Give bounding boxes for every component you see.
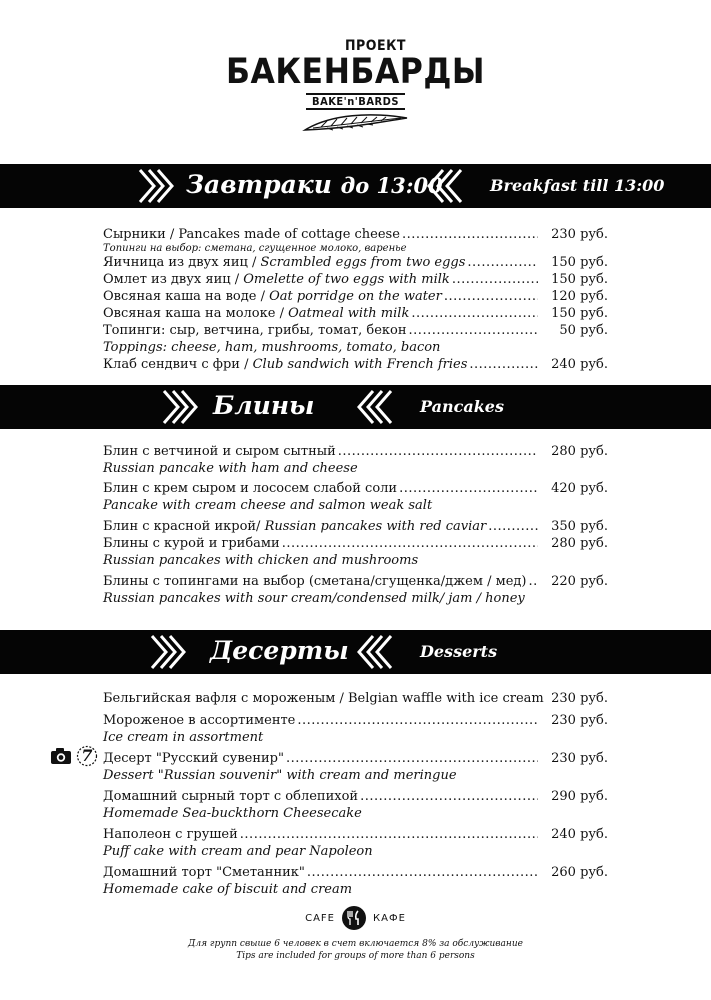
item-desc: Homemade Sea-buckthorn Cheesecake (103, 806, 362, 821)
item-desc: Toppings: cheese, ham, mushrooms, tomato, bacon (103, 340, 441, 355)
item-price: 150 руб. (551, 306, 608, 321)
chevrons-left-icon (427, 168, 463, 204)
chevrons-right-icon (150, 634, 186, 670)
menu-item: Овсяная каша на молоке / Oatmeal with milk ..... 150 руб. (103, 305, 608, 322)
section-title-ru: Блины (213, 391, 315, 420)
menu-item: Блин с красной икрой/ Russian pancakes with red caviar ..... 350 руб. (103, 518, 608, 535)
menu-item: Клаб сендвич с фри / Club sandwich with French fries ..... 240 руб. (103, 356, 608, 373)
number-badge-icon (76, 745, 98, 767)
section-title-en: Breakfast till 13:00 (490, 176, 665, 195)
menu-item: Овсяная каша на воде / Oat porridge on the water ..... 120 руб. (103, 288, 608, 305)
item-price: 120 руб. (551, 289, 608, 304)
item-price: 350 руб. (551, 519, 608, 534)
item-price: 240 руб. (551, 827, 608, 842)
item-price: 220 руб. (551, 574, 608, 589)
menu-pancakes (103, 443, 608, 607)
menu-item: Наполеон с грушей ..... 240 руб. Puff cake with cream and pear Napoleon (103, 826, 608, 860)
cafe-label-ru: КАФЕ (373, 912, 406, 924)
footer-cafe (0, 905, 711, 931)
badge-number: 7 (81, 746, 93, 765)
item-price: 230 руб. (551, 227, 608, 242)
logo (0, 38, 711, 134)
camera-icon (50, 747, 72, 765)
item-price: 420 руб. (551, 481, 608, 496)
item-desc: Ice cream in assortment (103, 730, 264, 745)
item-icons (50, 745, 98, 767)
item-price: 290 руб. (551, 789, 608, 804)
footer-note (0, 938, 711, 962)
section-title-en: Desserts (420, 642, 498, 661)
item-desc: Russian pancakes with chicken and mushrooms (103, 553, 419, 568)
item-note: Топинги на выбор: сметана, сгущенное молоко, варенье (103, 243, 407, 254)
chevrons-right-icon (138, 168, 174, 204)
section-header-pancakes (0, 385, 711, 429)
chevrons-left-icon (357, 389, 393, 425)
footer-note-ru: Для групп свыше 6 человек в счет включается 8% за обслуживание (188, 939, 523, 949)
menu-item: Домашний торт "Сметанник" ..... 260 руб. Homemade cake of biscuit and cream (103, 864, 608, 898)
logo-top-word: ПРОЕКТ (345, 38, 406, 54)
menu-item: Топинги: сыр, ветчина, грибы, томат, бекон ..... 50 руб. Toppings: cheese, ham, mushrooms, tomato, bacon (103, 322, 608, 356)
chevrons-left-icon (357, 634, 393, 670)
item-desc: Dessert "Russian souvenir" with cream and meringue (103, 768, 457, 783)
item-desc: Russian pancakes with sour cream/condensed milk/ jam / honey (103, 591, 525, 606)
item-price: 260 руб. (551, 865, 608, 880)
item-price: 150 руб. (551, 272, 608, 287)
menu-item: Блин с крем сыром и лососем слабой соли ..... 420 руб. Pancake with cream cheese and salmon weak salt (103, 480, 608, 514)
menu-item: Десерт "Русский сувенир" ..... 230 руб. Dessert "Russian souvenir" with cream and meringue (103, 750, 608, 784)
menu-item: Блины с топингами на выбор (сметана/сгущенка/джем / мед) ..... 220 руб. Russian pancakes with sour cream/condensed milk/ jam / honey (103, 573, 608, 607)
item-price: 280 руб. (551, 536, 608, 551)
menu-breakfast (103, 226, 608, 373)
logo-subtitle: BAKE'n'BARDS (306, 93, 405, 110)
cafe-label-en: CAFE (305, 912, 336, 924)
item-price: 280 руб. (551, 444, 608, 459)
fork-knife-icon (341, 905, 367, 931)
logo-brand: БАКЕНБАРДЫ (225, 52, 486, 92)
item-price: 230 руб. (551, 691, 608, 706)
menu-desserts (103, 690, 608, 898)
menu-item: Бельгийская вафля с мороженым / Belgian waffle with ice cream 230 руб. (103, 691, 608, 706)
item-price: 230 руб. (551, 751, 608, 766)
item-desc: Russian pancake with ham and cheese (103, 461, 358, 476)
item-price: 240 руб. (551, 357, 608, 372)
menu-item: Мороженое в ассортименте ..... 230 руб. Ice cream in assortment (103, 712, 608, 746)
item-price: 230 руб. (551, 713, 608, 728)
feather-icon (301, 112, 411, 134)
footer-note-en: Tips are included for groups of more than 6 persons (236, 951, 475, 961)
menu-item: Блины с курой и грибами ..... 280 руб. Russian pancakes with chicken and mushrooms (103, 535, 608, 569)
section-title-ru: Завтраки до 13:00 (186, 170, 443, 199)
menu-item: Яичница из двух яиц / Scrambled eggs from two eggs ..... 150 руб. (103, 254, 608, 271)
menu-item: Блин с ветчиной и сыром сытный ..... 280 руб. Russian pancake with ham and cheese (103, 443, 608, 477)
section-title-en: Pancakes (420, 397, 504, 416)
section-title-ru: Десерты (210, 636, 349, 665)
section-header-breakfast (0, 164, 711, 208)
item-price: 150 руб. (551, 255, 608, 270)
menu-item: Омлет из двух яиц / Omelette of two eggs with milk ..... 150 руб. (103, 271, 608, 288)
item-price: 50 руб. (559, 323, 608, 338)
menu-item: Сырники / Pancakes made of cottage cheese ..... 230 руб. Топинги на выбор: сметана, сгущенное молоко, варенье (103, 226, 608, 254)
item-desc: Homemade cake of biscuit and cream (103, 882, 353, 897)
chevrons-right-icon (162, 389, 198, 425)
item-desc: Puff cake with cream and pear Napoleon (103, 844, 373, 859)
section-header-desserts (0, 630, 711, 674)
menu-item: Домашний сырный торт с облепихой ..... 290 руб. Homemade Sea-buckthorn Cheesecake (103, 788, 608, 822)
item-desc: Pancake with cream cheese and salmon weak salt (103, 498, 433, 513)
